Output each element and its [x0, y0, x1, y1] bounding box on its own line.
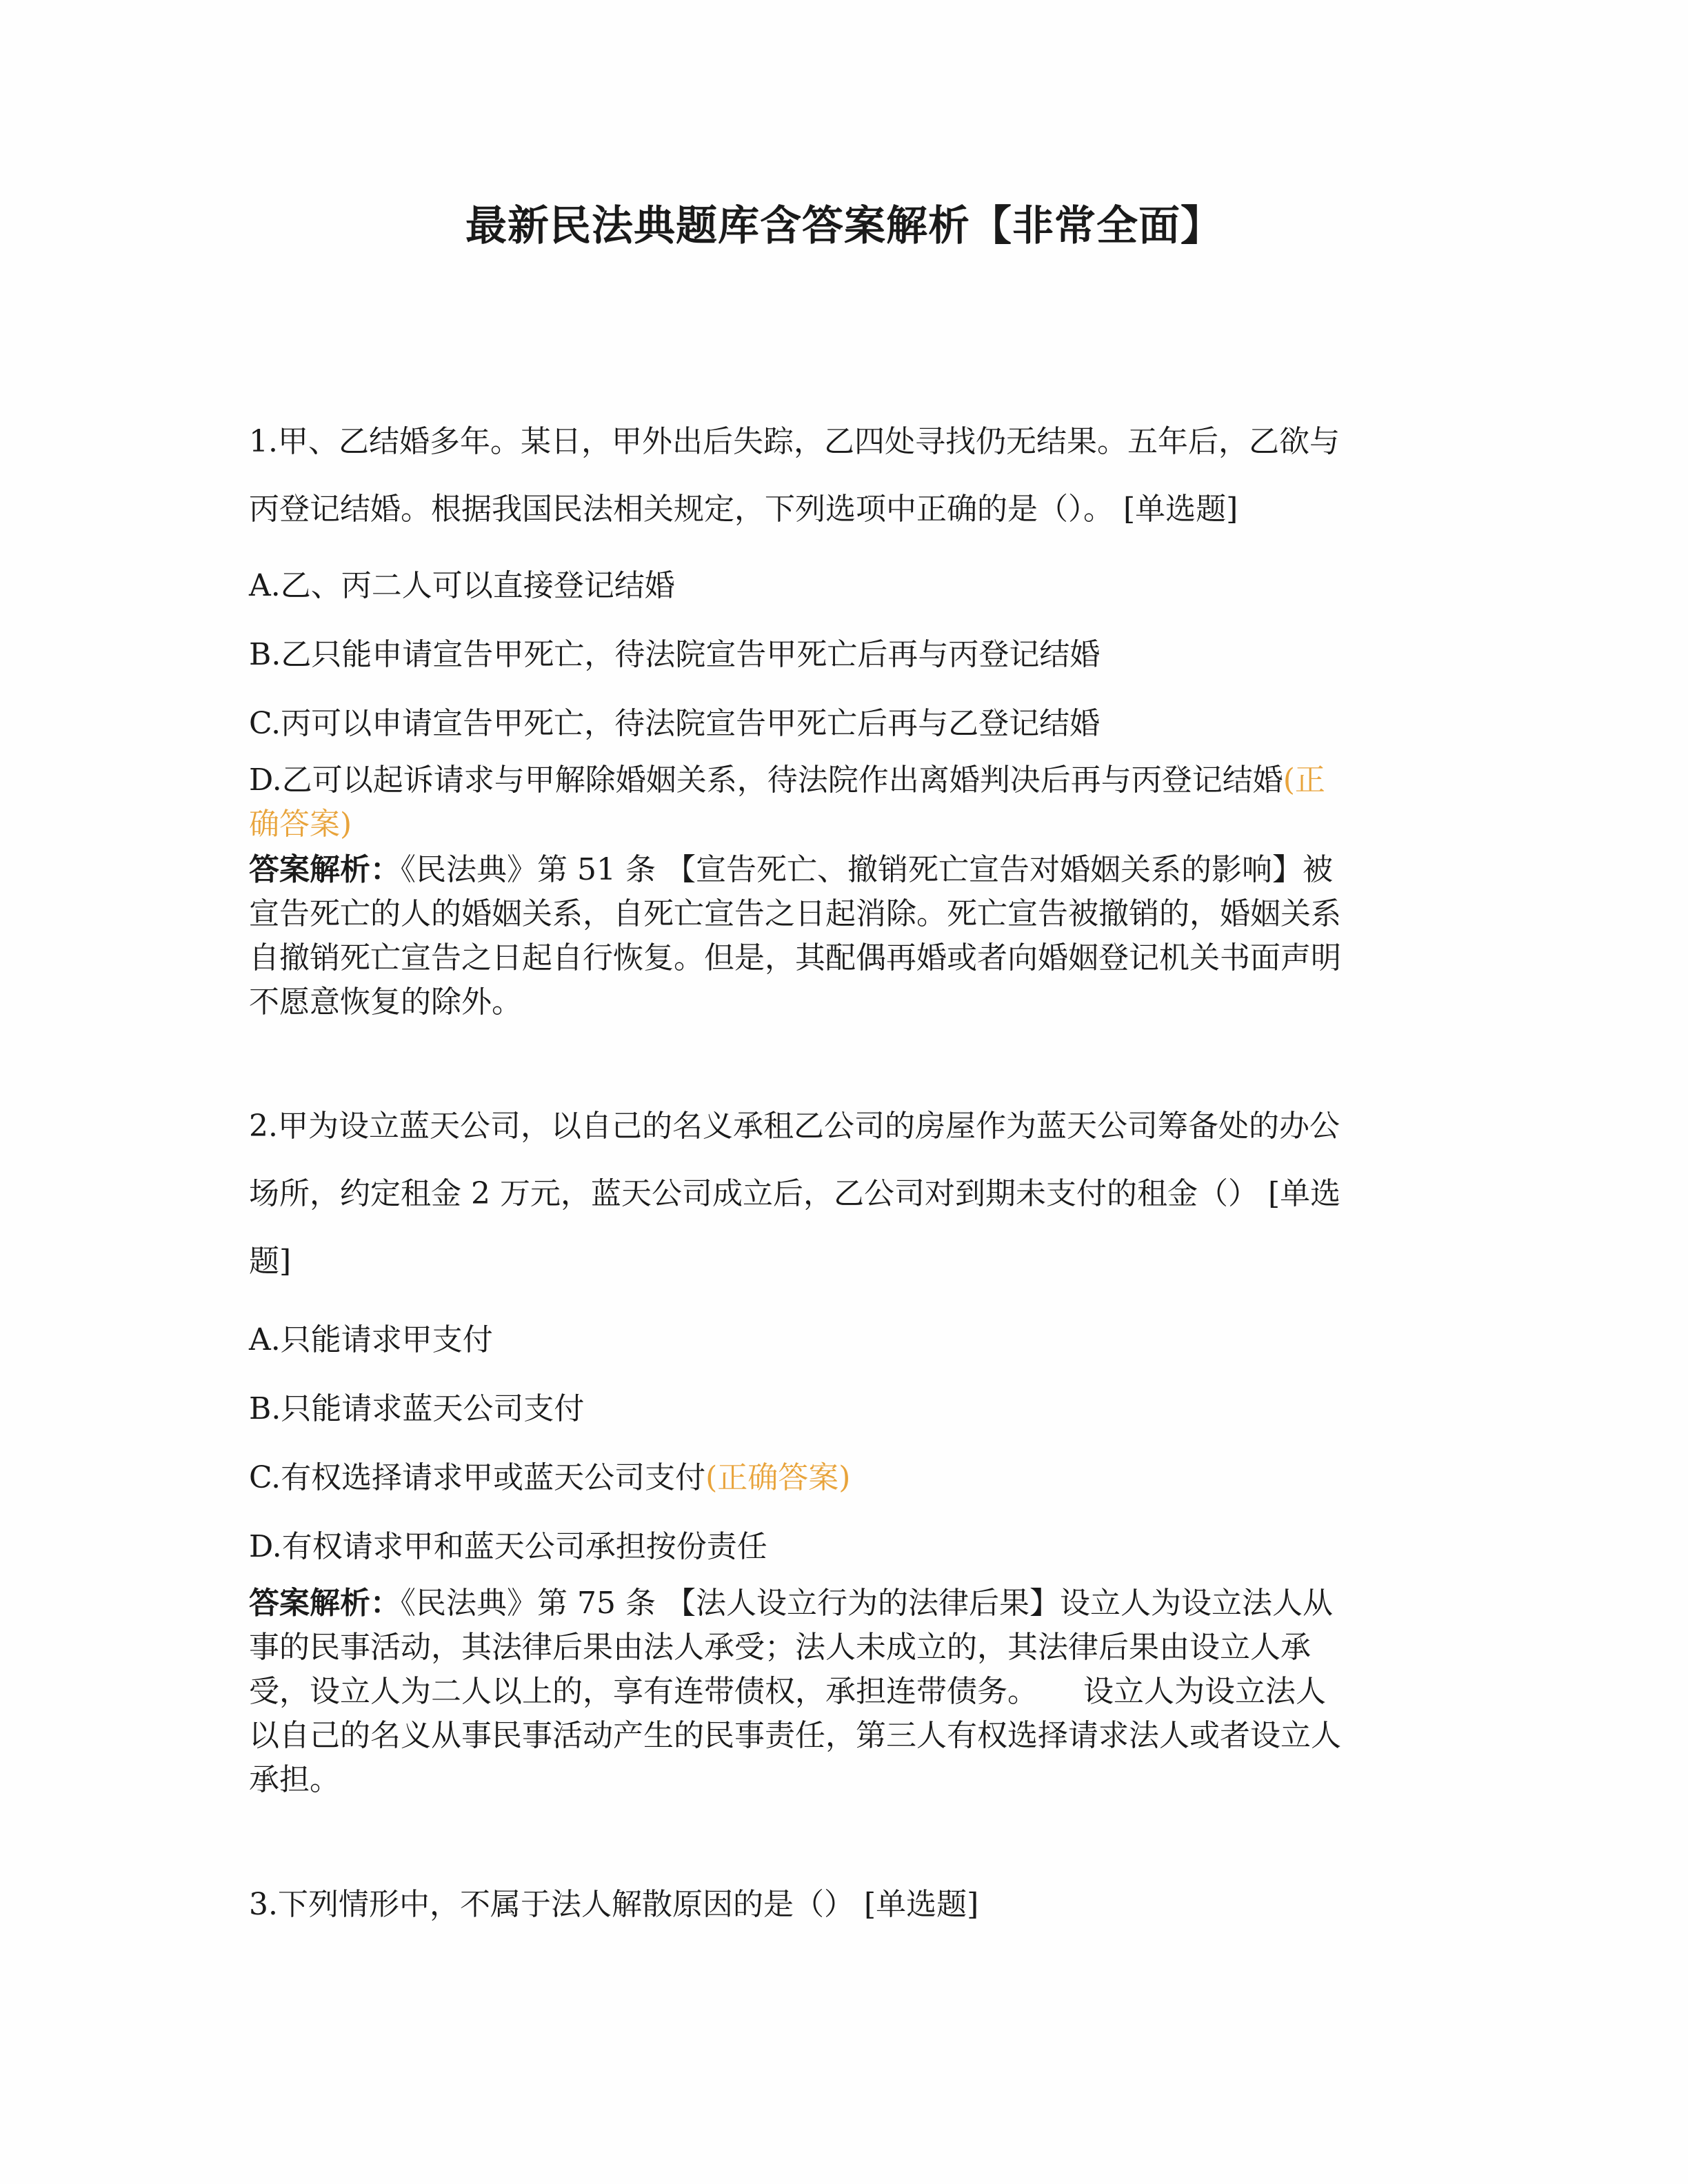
question-1-options [249, 552, 1442, 758]
question-2-analysis-line-2: 事的民事活动，其法律后果由法人承受；法人未成立的，其法律后果由设立人承 [249, 1630, 1311, 1665]
question-2-option-b: B.只能请求蓝天公司支付 [249, 1391, 585, 1426]
question-2-correct-mark: (正确答案) [705, 1460, 851, 1495]
question-2-analysis-line-5: 承担。 [249, 1762, 340, 1797]
question-2-option-a: A.只能请求甲支付 [249, 1322, 493, 1357]
question-2-analysis-line-1: 《民法典》第 75 条 【法人设立行为的法律后果】设立人为设立法人从 [401, 1586, 1333, 1621]
question-2 [249, 1093, 1442, 1295]
question-2-analysis-label: 答案解析： [249, 1586, 401, 1621]
question-1-stem-line-1: 1.甲、乙结婚多年。某日，甲外出后失踪，乙四处寻找仍无结果。五年后，乙欲与 [249, 424, 1340, 459]
question-1-analysis-line-4: 不愿意恢复的除外。 [249, 984, 522, 1020]
question-1 [249, 408, 1442, 543]
question-1-option-c: C.丙可以申请宣告甲死亡，待法院宣告甲死亡后再与乙登记结婚 [249, 706, 1101, 741]
question-1-correct-mark-part-2: 确答案) [249, 807, 352, 842]
question-1-analysis-line-3: 自撤销死亡宣告之日起自行恢复。但是，其配偶再婚或者向婚姻登记机关书面声明 [249, 940, 1341, 975]
question-2-analysis [249, 1581, 1442, 1802]
question-2-option-c: C.有权选择请求甲或蓝天公司支付 [249, 1460, 706, 1495]
question-3-stem-line-1: 3.下列情形中，不属于法人解散原因的是（） [单选题] [249, 1887, 979, 1922]
question-1-analysis [249, 848, 1442, 1024]
question-1-analysis-line-1: 《民法典》第 51 条 【宣告死亡、撤销死亡宣告对婚姻关系的影响】被 [401, 852, 1333, 887]
question-1-option-d-text: D.乙可以起诉请求与甲解除婚姻关系，待法院作出离婚判决后再与丙登记结婚 [249, 762, 1283, 798]
question-1-correct-mark-part-1: (正 [1283, 762, 1325, 798]
question-2-stem-line-1: 2.甲为设立蓝天公司，以自己的名义承租乙公司的房屋作为蓝天公司筹备处的办公 [249, 1109, 1340, 1144]
question-1-option-d [249, 758, 1442, 847]
question-2-options [249, 1306, 1442, 1581]
question-2-stem-line-2: 场所，约定租金 2 万元，蓝天公司成立后，乙公司对到期未支付的租金（） [单选 [249, 1176, 1341, 1211]
question-1-option-b: B.乙只能申请宣告甲死亡，待法院宣告甲死亡后再与丙登记结婚 [249, 637, 1101, 672]
question-2-analysis-line-4: 以自己的名义从事民事活动产生的民事责任，第三人有权选择请求法人或者设立人 [249, 1718, 1341, 1753]
question-2-option-d: D.有权请求甲和蓝天公司承担按份责任 [249, 1529, 767, 1564]
question-2-analysis-line-3: 受，设立人为二人以上的，享有连带债权，承担连带债务。 设立人为设立法人 [249, 1674, 1326, 1709]
question-1-analysis-line-2: 宣告死亡的人的婚姻关系，自死亡宣告之日起消除。死亡宣告被撤销的，婚姻关系 [249, 896, 1341, 931]
question-1-option-a: A.乙、丙二人可以直接登记结婚 [249, 568, 675, 603]
question-1-analysis-label: 答案解析： [249, 852, 401, 887]
question-3 [249, 1871, 1442, 1939]
document-title: 最新民法典题库含答案解析【非常全面】 [465, 202, 1223, 250]
question-1-stem-line-2: 丙登记结婚。根据我国民法相关规定，下列选项中正确的是（）。 [单选题] [249, 492, 1238, 527]
question-2-stem-line-3: 题] [249, 1244, 292, 1279]
